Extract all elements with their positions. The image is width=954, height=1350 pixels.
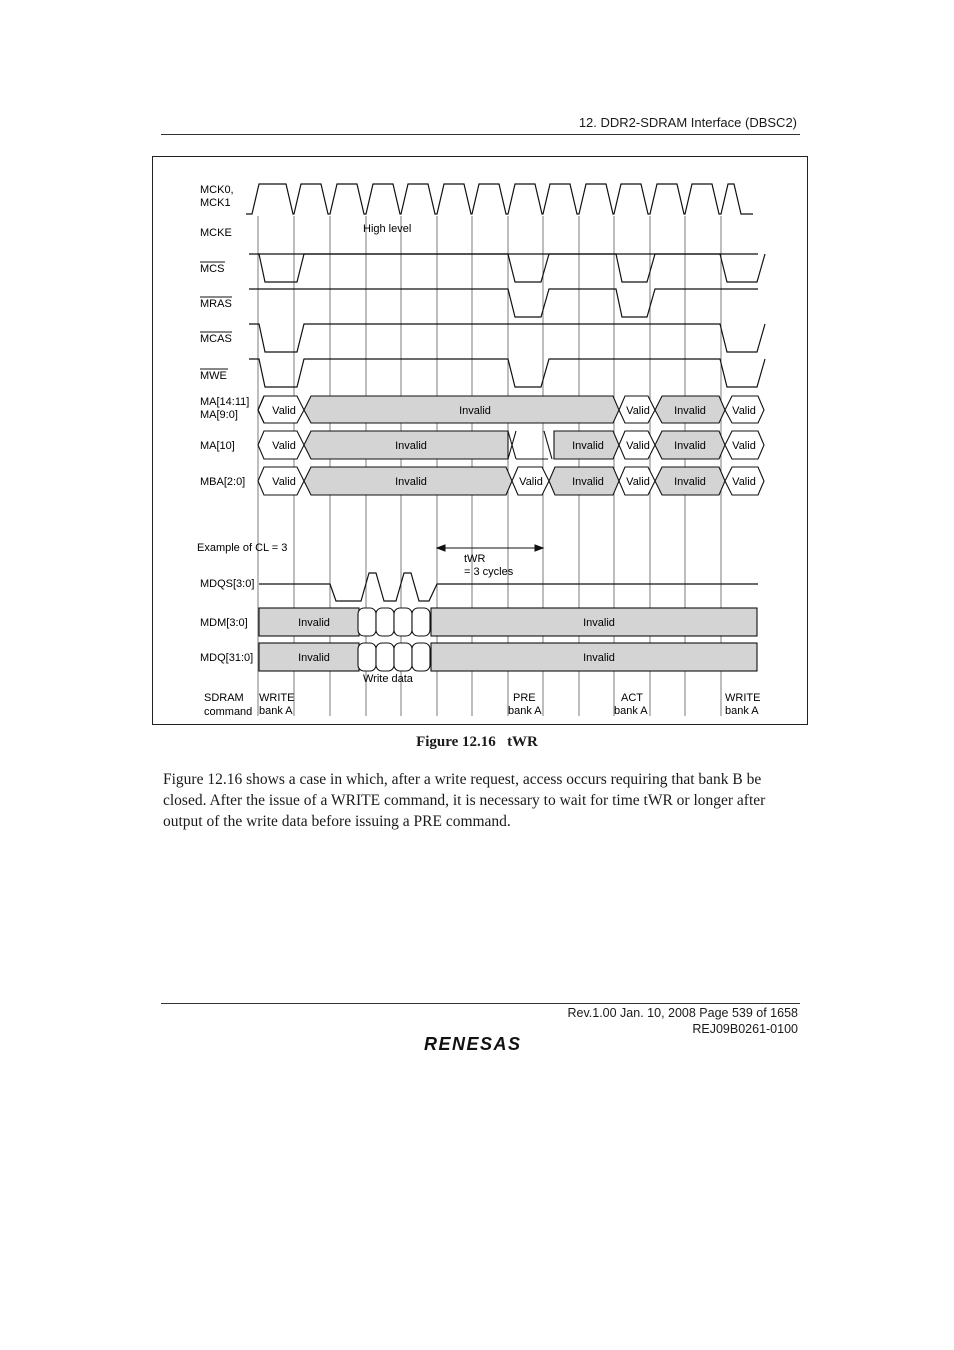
label-valid: Valid — [626, 440, 650, 452]
label-valid: Valid — [272, 476, 296, 488]
label-valid: Valid — [272, 405, 296, 417]
command-act-bank: bank A — [614, 705, 648, 717]
signal-label-mcas: MCAS — [200, 333, 232, 345]
signal-label-mcke: MCKE — [200, 227, 232, 239]
label-valid: Valid — [732, 476, 756, 488]
cycle-guides — [258, 216, 721, 716]
label-invalid: Invalid — [395, 440, 427, 452]
write-data-beat — [394, 608, 412, 636]
timing-figure-frame — [152, 156, 808, 725]
signal-label-mck1: MCK1 — [200, 197, 231, 209]
waveform-mras — [249, 289, 758, 317]
label-valid: Valid — [272, 440, 296, 452]
label-invalid: Invalid — [298, 652, 330, 664]
section-title: 12. DDR2-SDRAM Interface (DBSC2) — [578, 115, 797, 130]
signal-label-mdqs: MDQS[3:0] — [200, 578, 255, 590]
label-invalid: Invalid — [572, 476, 604, 488]
figure-caption-title: tWR — [507, 734, 538, 750]
write-data-beat — [358, 608, 376, 636]
label-valid: Valid — [732, 440, 756, 452]
label-invalid: Invalid — [674, 476, 706, 488]
label-invalid: Invalid — [298, 617, 330, 629]
bus-mdm — [259, 608, 757, 636]
label-valid: Valid — [626, 405, 650, 417]
label-valid: Valid — [519, 476, 543, 488]
footer-doc-number: REJ09B0261-0100 — [692, 1022, 798, 1036]
write-data-beat — [412, 643, 430, 671]
waveform-mcas — [249, 324, 765, 352]
command-write-2-bank: bank A — [725, 705, 759, 717]
high-level-annotation: High level — [363, 223, 412, 235]
label-invalid: Invalid — [459, 405, 491, 417]
waveform-mwe — [249, 359, 765, 387]
label-invalid: Invalid — [583, 652, 615, 664]
sdram-command-label-2: command — [204, 706, 253, 718]
signal-label-ma10: MA[10] — [200, 440, 235, 452]
write-data-label: Write data — [363, 673, 413, 685]
command-write-1: WRITE — [259, 692, 295, 704]
twr-label: tWR — [464, 553, 486, 565]
figure-caption-number: Figure 12.16 — [416, 734, 496, 750]
bus-mdq — [259, 643, 757, 671]
signal-label-mras: MRAS — [200, 298, 232, 310]
footer-rule — [161, 1003, 800, 1004]
write-data-beat — [376, 608, 394, 636]
renesas-logo-text: RENESAS — [424, 1034, 522, 1054]
signal-label-mdq: MDQ[31:0] — [200, 652, 254, 664]
waveform-mcs — [249, 254, 765, 282]
write-data-beat — [412, 608, 430, 636]
label-invalid: Invalid — [572, 440, 604, 452]
cl-example-label: Example of CL = 3 — [197, 542, 288, 554]
footer-info — [567, 1005, 798, 1037]
label-invalid: Invalid — [674, 440, 706, 452]
signal-label-mdm: MDM[3:0] — [200, 617, 248, 629]
signal-label-mcs: MCS — [200, 263, 225, 275]
sdram-command-label-1: SDRAM — [204, 692, 244, 704]
body-paragraph: Figure 12.16 shows a case in which, after a write request, access occurs requiring that bank B be closed. After the issue of a WRITE command, it is necessary to wait for time tWR or longer after output of the write data before issuing a PRE command. — [163, 771, 766, 830]
command-write-1-bank: bank A — [259, 705, 293, 717]
command-write-2: WRITE — [725, 692, 761, 704]
footer-revision: Rev.1.00 Jan. 10, 2008 Page 539 of 1658 — [567, 1006, 798, 1020]
signal-label-ma-hi: MA[14:11] — [200, 396, 250, 408]
command-act: ACT — [621, 692, 643, 704]
signal-label-ma-lo: MA[9:0] — [200, 409, 238, 421]
write-data-beat — [376, 643, 394, 671]
label-invalid: Invalid — [674, 405, 706, 417]
signal-label-mwe: MWE — [200, 370, 227, 382]
figure-caption — [0, 734, 954, 751]
header-rule — [161, 134, 800, 135]
label-valid: Valid — [626, 476, 650, 488]
signal-label-mba: MBA[2:0] — [200, 476, 246, 488]
write-data-beat — [358, 643, 376, 671]
timing-diagram — [153, 157, 807, 724]
write-data-beat — [394, 643, 412, 671]
twr-arrow — [437, 545, 543, 551]
label-invalid: Invalid — [395, 476, 427, 488]
label-invalid: Invalid — [583, 617, 615, 629]
command-pre-bank: bank A — [508, 705, 542, 717]
command-pre: PRE — [513, 692, 536, 704]
signal-label-mck0: MCK0, — [200, 184, 234, 196]
label-valid: Valid — [732, 405, 756, 417]
renesas-logo — [422, 1030, 542, 1056]
twr-cycles-label: = 3 cycles — [464, 566, 514, 578]
clock-waveform-mck — [246, 184, 753, 214]
